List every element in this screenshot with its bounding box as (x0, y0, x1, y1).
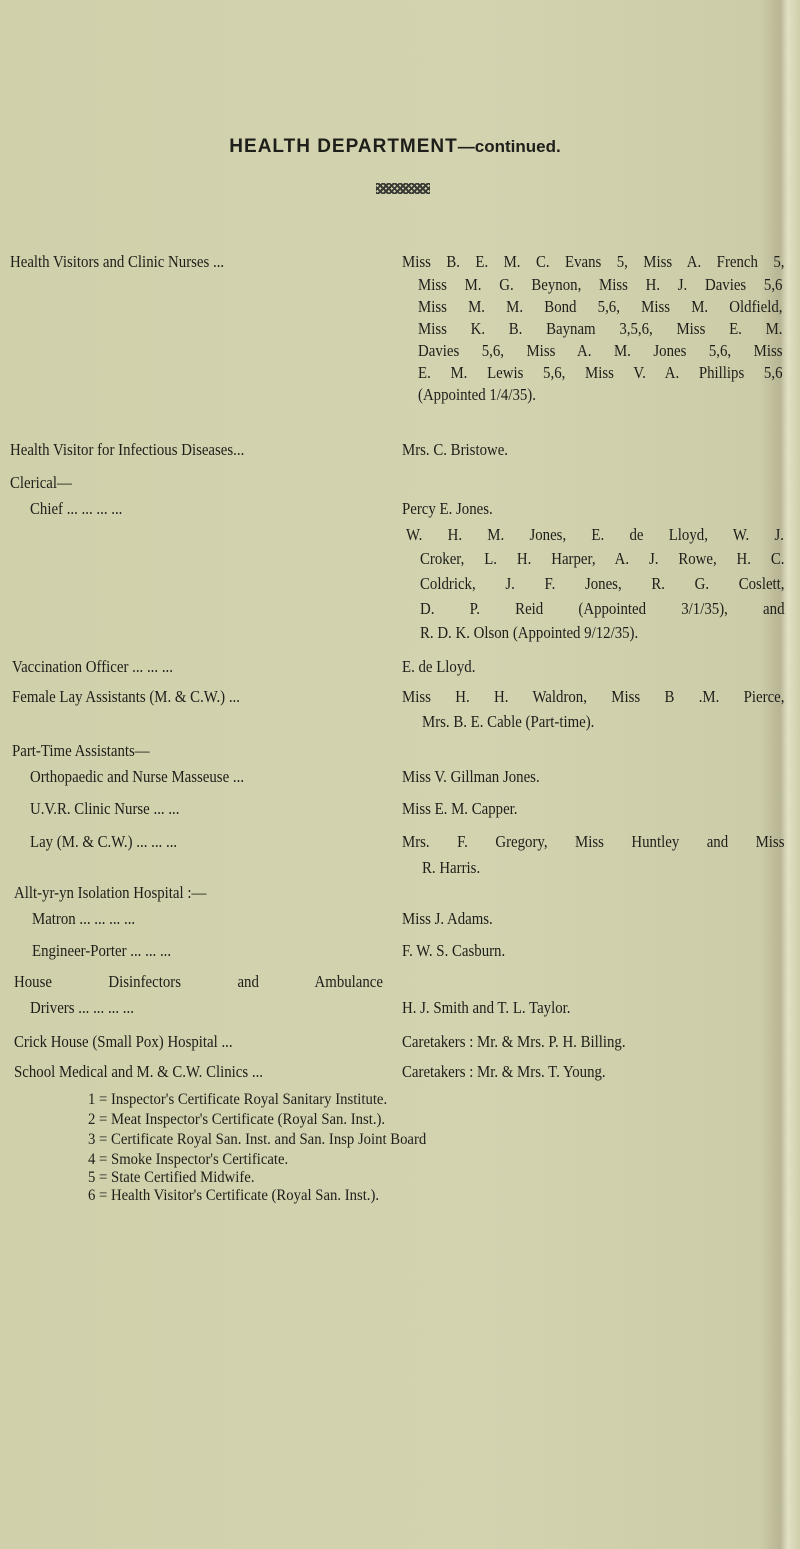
label: Matron ... ... ... ... (32, 909, 136, 928)
value-line: W. H. M. Jones, E. de Lloyd, W. J. (406, 525, 784, 544)
value-line: E. M. Lewis 5,6, Miss V. A. Phillips 5,6 (418, 363, 783, 382)
page-title (0, 136, 790, 158)
label: Vaccination Officer ... ... ... (12, 657, 173, 676)
value-line: Mrs. F. Gregory, Miss Huntley and Miss (402, 832, 785, 851)
footnote: 5 = State Certified Midwife. (88, 1169, 255, 1186)
value-line: Miss K. B. Baynam 3,5,6, Miss E. M. (418, 319, 783, 338)
footnote: 4 = Smoke Inspector's Certificate. (88, 1151, 289, 1168)
section-label: Part-Time Assistants— (12, 741, 150, 760)
value: Percy E. Jones. (402, 499, 493, 518)
section-label: Clerical— (10, 473, 72, 492)
value: Miss J. Adams. (402, 909, 493, 928)
value-line: Miss B. E. M. C. Evans 5, Miss A. French 5, (402, 252, 785, 271)
ornament-divider (376, 183, 430, 194)
label: Lay (M. & C.W.) ... ... ... (30, 832, 178, 851)
footnote: 1 = Inspector's Certificate Royal Sanitary Institute. (88, 1091, 388, 1108)
label-line: Drivers ... ... ... ... (30, 998, 134, 1017)
label: Crick House (Small Pox) Hospital ... (14, 1032, 233, 1051)
value: H. J. Smith and T. L. Taylor. (402, 998, 571, 1017)
value-line: D. P. Reid (Appointed 3/1/35), and (420, 599, 785, 618)
value-line: (Appointed 1/4/35). (418, 385, 536, 404)
value-line: R. D. K. Olson (Appointed 9/12/35). (420, 623, 639, 642)
footnote: 3 = Certificate Royal San. Inst. and San. Insp Joint Board (88, 1131, 427, 1148)
label: Health Visitors and Clinic Nurses ... (10, 252, 225, 271)
value: E. de Lloyd. (402, 657, 476, 676)
value-line: R. Harris. (422, 858, 481, 877)
value-line: Croker, L. H. Harper, A. J. Rowe, H. C. (420, 549, 785, 568)
section-label: Allt-yr-yn Isolation Hospital :— (14, 883, 207, 902)
label: Health Visitor for Infectious Diseases... (10, 440, 245, 459)
value: F. W. S. Casburn. (402, 941, 506, 960)
value: Miss V. Gillman Jones. (402, 767, 540, 786)
value: Mrs. C. Bristowe. (402, 440, 509, 459)
label: U.V.R. Clinic Nurse ... ... (30, 799, 180, 818)
label: Engineer-Porter ... ... ... (32, 941, 172, 960)
label: Orthopaedic and Nurse Masseuse ... (30, 767, 245, 786)
label-line: House Disinfectors and Ambulance (14, 972, 383, 991)
label: School Medical and M. & C.W. Clinics ... (14, 1062, 264, 1081)
value-line: Miss M. M. Bond 5,6, Miss M. Oldfield, (418, 297, 783, 316)
value-line: Miss H. H. Waldron, Miss B .M. Pierce, (402, 687, 785, 706)
label: Chief ... ... ... ... (30, 499, 123, 518)
title-main: HEALTH DEPARTMENT (229, 136, 458, 157)
label: Female Lay Assistants (M. & C.W.) ... (12, 687, 240, 706)
footnote: 6 = Health Visitor's Certificate (Royal San. Inst.). (88, 1187, 380, 1204)
value-line: Mrs. B. E. Cable (Part-time). (422, 712, 595, 731)
title-suffix: —continued. (457, 137, 561, 156)
value: Caretakers : Mr. & Mrs. T. Young. (402, 1062, 606, 1081)
value: Caretakers : Mr. & Mrs. P. H. Billing. (402, 1032, 626, 1051)
value-line: Coldrick, J. F. Jones, R. G. Coslett, (420, 574, 785, 593)
footnote: 2 = Meat Inspector's Certificate (Royal San. Inst.). (88, 1111, 386, 1128)
value: Miss E. M. Capper. (402, 799, 518, 818)
value-line: Miss M. G. Beynon, Miss H. J. Davies 5,6 (418, 275, 783, 294)
value-line: Davies 5,6, Miss A. M. Jones 5,6, Miss (418, 341, 783, 360)
